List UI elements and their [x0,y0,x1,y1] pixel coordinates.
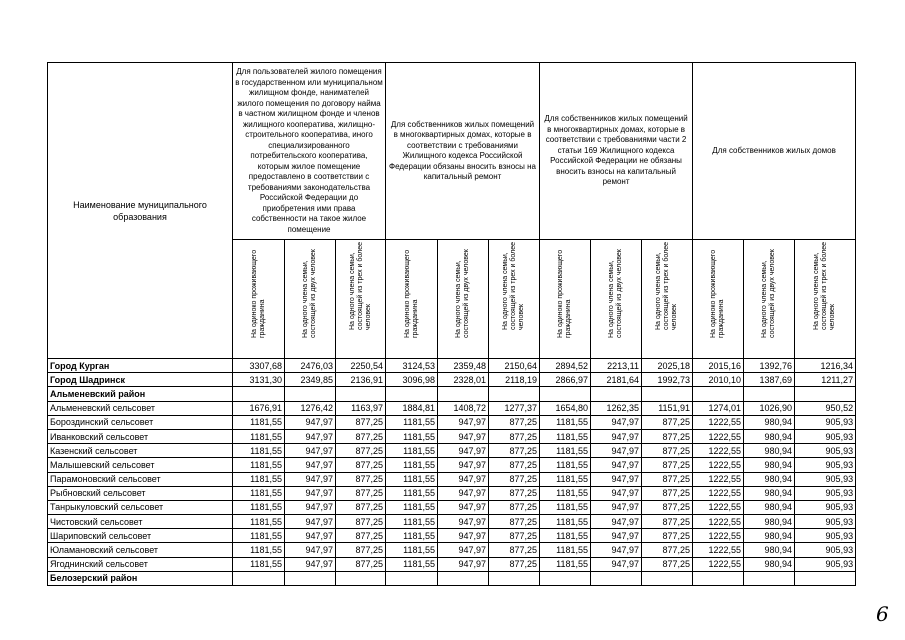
value-cell: 905,93 [795,429,856,443]
subcol-header [642,240,693,359]
value-cell [386,387,438,401]
value-cell: 947,97 [285,543,336,557]
value-cell: 1181,55 [386,472,438,486]
value-cell: 1181,55 [386,500,438,514]
value-cell: 980,94 [744,500,795,514]
value-cell: 1222,55 [693,444,744,458]
value-cell [386,571,438,585]
value-cell: 1181,55 [233,500,285,514]
row-name: Иванковский сельсовет [48,429,233,443]
value-cell: 905,93 [795,415,856,429]
value-cell: 877,25 [642,515,693,529]
value-cell: 947,97 [438,429,489,443]
value-cell: 947,97 [285,515,336,529]
value-cell: 1181,55 [233,543,285,557]
value-cell: 947,97 [591,500,642,514]
value-cell [285,387,336,401]
value-cell: 947,97 [285,529,336,543]
value-cell: 1181,55 [233,415,285,429]
value-cell: 877,25 [642,415,693,429]
value-cell: 1181,55 [540,444,591,458]
value-cell: 877,25 [489,515,540,529]
subcol-header-label: На одного члена семьи, состоящей из двух человек [761,249,777,338]
value-cell: 877,25 [489,472,540,486]
value-cell: 1181,55 [386,543,438,557]
value-cell: 877,25 [489,415,540,429]
table-row [48,444,856,458]
value-cell: 2359,48 [438,359,489,373]
value-cell: 877,25 [489,543,540,557]
value-cell: 1181,55 [540,543,591,557]
value-cell: 1181,55 [540,458,591,472]
value-cell: 947,97 [438,458,489,472]
value-cell: 1222,55 [693,458,744,472]
value-cell: 1181,55 [540,429,591,443]
value-cell [744,571,795,585]
value-cell: 1262,35 [591,401,642,415]
value-cell: 980,94 [744,444,795,458]
value-cell: 905,93 [795,486,856,500]
row-name: Город Курган [48,359,233,373]
value-cell: 1676,91 [233,401,285,415]
value-cell: 905,93 [795,557,856,571]
value-cell: 1222,55 [693,500,744,514]
value-cell: 1181,55 [386,529,438,543]
value-cell: 980,94 [744,529,795,543]
value-cell: 1181,55 [386,515,438,529]
value-cell: 947,97 [438,472,489,486]
table-row [48,373,856,387]
value-cell [693,571,744,585]
value-cell: 947,97 [591,557,642,571]
subcol-header-label: На одного члена семьи, состоящей из двух человек [302,249,317,338]
value-cell: 947,97 [285,472,336,486]
subcol-header [386,240,438,359]
subcol-header-label: На одного члена семьи, состоящей из двух человек [455,249,470,338]
value-cell: 980,94 [744,557,795,571]
value-cell: 3096,98 [386,373,438,387]
value-cell: 1222,55 [693,472,744,486]
value-cell: 1181,55 [386,486,438,500]
group-header-users: Для пользователей жилого помещения в государственном или муниципальном жилищном фонде, нанимателей жилого помещения по договору найма в частном жилищном фонде и членов жилищного кооператива, жилищно-строительного кооператива, иного специализированного потребительского кооператива, которым жилое помещение предоставлено в соответствии с требованиями законодательства Российской Федерации до приобретения ими права собственности на такое жилое помещение [233,63,386,240]
value-cell: 1392,76 [744,359,795,373]
table-row [48,557,856,571]
table-row [48,401,856,415]
page-number: 6 [876,602,889,626]
value-cell: 905,93 [795,458,856,472]
value-cell: 1181,55 [540,557,591,571]
value-cell: 947,97 [591,543,642,557]
value-cell: 980,94 [744,472,795,486]
value-cell: 1181,55 [540,415,591,429]
value-cell: 1181,55 [233,458,285,472]
value-cell: 947,97 [438,415,489,429]
value-cell [336,387,386,401]
row-name: Альменевский район [48,387,233,401]
value-cell [744,387,795,401]
subcol-header [489,240,540,359]
value-cell: 1992,73 [642,373,693,387]
value-cell: 947,97 [438,486,489,500]
row-name: Рыбновский сельсовет [48,486,233,500]
subcol-header-label: На одного члена семьи, состоящей из трех и более человек [502,241,526,330]
value-cell: 1222,55 [693,515,744,529]
value-cell: 877,25 [489,429,540,443]
value-cell: 1222,55 [693,486,744,500]
value-cell [438,571,489,585]
value-cell [642,387,693,401]
header-row-groups [48,63,856,240]
tariff-table [47,62,856,586]
subcol-header-label: На одного члена семьи, состоящей из трех и более человек [348,241,372,330]
value-cell: 877,25 [642,444,693,458]
value-cell: 947,97 [591,515,642,529]
value-cell: 1026,90 [744,401,795,415]
table-row [48,359,856,373]
value-cell: 947,97 [285,486,336,500]
value-cell: 877,25 [489,458,540,472]
table-row [48,543,856,557]
value-cell: 1222,55 [693,529,744,543]
value-cell: 947,97 [591,458,642,472]
value-cell: 947,97 [438,444,489,458]
value-cell [795,571,856,585]
subcol-header-label: На одного члена семьи, состоящей из трех и более человек [813,241,837,330]
value-cell: 877,25 [336,500,386,514]
value-cell [438,387,489,401]
value-cell: 1181,55 [540,529,591,543]
row-name: Город Шадринск [48,373,233,387]
value-cell: 1181,55 [386,444,438,458]
value-cell: 877,25 [642,429,693,443]
table-row [48,472,856,486]
row-name: Казенский сельсовет [48,444,233,458]
value-cell: 1222,55 [693,429,744,443]
value-cell: 1181,55 [540,486,591,500]
value-cell: 947,97 [591,429,642,443]
subcol-header [795,240,856,359]
value-cell: 980,94 [744,486,795,500]
table-row [48,458,856,472]
value-cell: 2213,11 [591,359,642,373]
value-cell: 947,97 [438,529,489,543]
value-cell: 1276,42 [285,401,336,415]
value-cell: 1181,55 [386,415,438,429]
value-cell: 1216,34 [795,359,856,373]
subcol-header [438,240,489,359]
value-cell [642,571,693,585]
row-name: Чистовский сельсовет [48,515,233,529]
value-cell: 947,97 [591,444,642,458]
value-cell: 2250,54 [336,359,386,373]
value-cell: 1181,55 [540,500,591,514]
value-cell: 1181,55 [233,486,285,500]
subcol-header [744,240,795,359]
value-cell [591,387,642,401]
group-header-owners-mkd-exempt: Для собственников жилых помещений в многоквартирных домах, которые в соответствии с требованиями части 2 статьи 169 Жилищного кодекса Российской Федерации не обязаны вносить взносы на капитальный ремонт [540,63,693,240]
column-header-name: Наименование муниципального образования [48,63,233,359]
subcol-header [336,240,386,359]
group-header-house-owners: Для собственников жилых домов [693,63,856,240]
value-cell: 947,97 [591,415,642,429]
value-cell: 877,25 [642,500,693,514]
value-cell: 877,25 [336,458,386,472]
value-cell: 877,25 [642,486,693,500]
value-cell: 905,93 [795,472,856,486]
value-cell: 1654,80 [540,401,591,415]
value-cell: 950,52 [795,401,856,415]
value-cell: 877,25 [489,557,540,571]
value-cell: 877,25 [336,543,386,557]
value-cell: 1181,55 [386,429,438,443]
value-cell: 947,97 [591,486,642,500]
value-cell: 1277,37 [489,401,540,415]
value-cell: 1181,55 [233,472,285,486]
value-cell: 947,97 [438,557,489,571]
table-row [48,429,856,443]
value-cell: 947,97 [591,472,642,486]
subcol-header [591,240,642,359]
table-row [48,571,856,585]
value-cell: 877,25 [336,486,386,500]
value-cell: 2025,18 [642,359,693,373]
value-cell [285,571,336,585]
value-cell: 877,25 [642,458,693,472]
value-cell: 877,25 [489,444,540,458]
value-cell: 877,25 [336,415,386,429]
value-cell: 905,93 [795,444,856,458]
value-cell: 980,94 [744,458,795,472]
value-cell: 1181,55 [386,557,438,571]
value-cell: 1884,81 [386,401,438,415]
value-cell: 3124,53 [386,359,438,373]
value-cell: 1222,55 [693,543,744,557]
row-name: Юламановский сельсовет [48,543,233,557]
value-cell: 947,97 [438,515,489,529]
value-cell: 877,25 [642,557,693,571]
value-cell: 1181,55 [233,515,285,529]
value-cell: 2328,01 [438,373,489,387]
value-cell: 877,25 [489,529,540,543]
value-cell [233,571,285,585]
value-cell: 2015,16 [693,359,744,373]
value-cell: 2118,19 [489,373,540,387]
value-cell: 877,25 [489,500,540,514]
value-cell: 1211,27 [795,373,856,387]
value-cell: 1181,55 [233,444,285,458]
value-cell: 947,97 [285,415,336,429]
value-cell: 1151,91 [642,401,693,415]
value-cell [591,571,642,585]
subcol-header [285,240,336,359]
table-row [48,500,856,514]
value-cell: 877,25 [336,529,386,543]
value-cell: 905,93 [795,543,856,557]
value-cell: 3307,68 [233,359,285,373]
group-header-owners-mkd: Для собственников жилых помещений в многоквартирных домах, которые в соответствии с требованиями Жилищного кодекса Российской Федерации обязаны вносить взносы на капитальный ремонт [386,63,540,240]
row-name: Шариповский сельсовет [48,529,233,543]
value-cell: 877,25 [336,515,386,529]
value-cell: 2349,85 [285,373,336,387]
value-cell: 1181,55 [386,458,438,472]
value-cell: 1181,55 [540,472,591,486]
value-cell [795,387,856,401]
row-name: Альменевский сельсовет [48,401,233,415]
value-cell: 1274,01 [693,401,744,415]
value-cell: 877,25 [642,529,693,543]
value-cell: 947,97 [438,543,489,557]
value-cell: 980,94 [744,515,795,529]
value-cell: 1163,97 [336,401,386,415]
subcol-header [233,240,285,359]
row-name: Белозерский район [48,571,233,585]
value-cell: 1222,55 [693,557,744,571]
table-row [48,415,856,429]
value-cell [233,387,285,401]
value-cell: 905,93 [795,515,856,529]
subcol-header-label: На одиноко проживающего гражданина [557,249,573,338]
subcol-header-label: На одного члена семьи, состоящей из трех и более человек [655,241,679,330]
value-cell: 1181,55 [233,557,285,571]
value-cell [693,387,744,401]
value-cell: 2181,64 [591,373,642,387]
value-cell: 877,25 [336,444,386,458]
table-row [48,515,856,529]
value-cell: 2136,91 [336,373,386,387]
value-cell: 1387,69 [744,373,795,387]
value-cell: 980,94 [744,543,795,557]
value-cell: 905,93 [795,500,856,514]
value-cell: 947,97 [285,557,336,571]
value-cell: 980,94 [744,429,795,443]
value-cell: 947,97 [285,500,336,514]
value-cell: 1181,55 [233,529,285,543]
value-cell: 947,97 [285,444,336,458]
subcol-header-label: На одиноко проживающего гражданина [403,249,419,338]
value-cell [489,571,540,585]
value-cell: 877,25 [336,557,386,571]
value-cell: 947,97 [591,529,642,543]
value-cell: 2866,97 [540,373,591,387]
value-cell: 1181,55 [233,429,285,443]
value-cell [336,571,386,585]
value-cell: 1408,72 [438,401,489,415]
value-cell: 1181,55 [540,515,591,529]
value-cell: 2150,64 [489,359,540,373]
value-cell: 2476,03 [285,359,336,373]
table-row [48,529,856,543]
value-cell: 877,25 [642,543,693,557]
value-cell: 877,25 [489,486,540,500]
row-name: Танрыкуловский сельсовет [48,500,233,514]
table-body [48,359,856,586]
table-row [48,486,856,500]
row-name: Малышевский сельсовет [48,458,233,472]
value-cell: 947,97 [285,429,336,443]
subcol-header-label: На одиноко проживающего гражданина [710,249,726,338]
value-cell: 877,25 [336,429,386,443]
value-cell: 877,25 [336,472,386,486]
value-cell: 2010,10 [693,373,744,387]
value-cell [489,387,540,401]
row-name: Парамоновский сельсовет [48,472,233,486]
value-cell: 877,25 [642,472,693,486]
value-cell: 1222,55 [693,415,744,429]
subcol-header [540,240,591,359]
value-cell [540,571,591,585]
value-cell [540,387,591,401]
row-name: Ягоднинский сельсовет [48,557,233,571]
value-cell: 2894,52 [540,359,591,373]
table-row [48,387,856,401]
value-cell: 947,97 [285,458,336,472]
value-cell: 3131,30 [233,373,285,387]
value-cell: 905,93 [795,529,856,543]
row-name: Бороздинский сельсовет [48,415,233,429]
value-cell: 980,94 [744,415,795,429]
value-cell: 947,97 [438,500,489,514]
subcol-header-label: На одного члена семьи, состоящей из двух человек [608,249,624,338]
subcol-header [693,240,744,359]
subcol-header-label: На одиноко проживающего гражданина [250,249,266,338]
